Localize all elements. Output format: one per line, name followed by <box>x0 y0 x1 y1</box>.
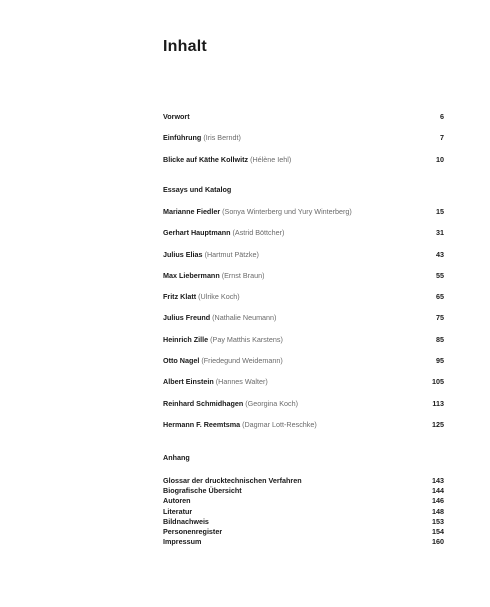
toc-entry <box>163 133 444 154</box>
toc-entry-page: 160 <box>432 537 444 547</box>
toc-entry <box>163 313 444 334</box>
page-title: Inhalt <box>163 38 207 55</box>
toc-entry <box>163 486 444 496</box>
toc-entry-title: Julius Freund <box>163 313 211 323</box>
toc-entry-author: (Ulrike Koch) <box>198 292 240 302</box>
toc-entry-title: Personenregister <box>163 526 223 536</box>
toc-entry <box>163 356 444 377</box>
toc-essays <box>163 207 444 441</box>
toc-entry-page: 85 <box>436 334 444 344</box>
toc-entry-title: Autoren <box>163 496 191 506</box>
toc-entry-page: 95 <box>436 356 444 366</box>
toc-entry-page: 154 <box>432 526 444 536</box>
toc-entry-author: (Hélène Iehl) <box>250 154 292 164</box>
toc-entry-page: 55 <box>436 270 444 280</box>
section-heading-essays: Essays und Katalog <box>163 185 232 194</box>
toc-entry-page: 146 <box>432 496 444 506</box>
toc-entry <box>163 112 444 133</box>
toc-entry-title: Heinrich Zille <box>163 334 209 344</box>
toc-entry <box>163 271 444 292</box>
toc-entry <box>163 476 444 486</box>
toc-entry <box>163 399 444 420</box>
toc-entry-title: Bildnachweis <box>163 516 209 526</box>
toc-entry-page: 153 <box>432 516 444 526</box>
toc-entry <box>163 377 444 398</box>
toc-entry <box>163 507 444 517</box>
toc-entry <box>163 420 444 441</box>
toc-entry-title: Fritz Klatt <box>163 292 197 302</box>
toc-entry <box>163 517 444 527</box>
toc-entry-page: 143 <box>432 476 444 485</box>
toc-entry-page: 15 <box>436 207 444 216</box>
toc-entry-title: Max Liebermann <box>163 270 220 280</box>
toc-entry <box>163 527 444 537</box>
toc-entry-author: (Hartmut Pätzke) <box>204 249 259 259</box>
toc-entry-page: 43 <box>436 249 444 259</box>
toc-entry <box>163 228 444 249</box>
toc-entry-title: Literatur <box>163 506 193 516</box>
toc-appendix <box>163 476 444 547</box>
toc-entry-title: Marianne Fiedler <box>163 207 221 216</box>
toc-entry-title: Blicke auf Käthe Kollwitz <box>163 154 249 164</box>
toc-entry-page: 7 <box>440 133 444 143</box>
section-heading-anhang: Anhang <box>163 453 190 462</box>
toc-entry-page: 10 <box>436 154 444 164</box>
toc-entry-page: 31 <box>436 228 444 238</box>
toc-entry-author: (Pay Matthis Karstens) <box>210 334 283 344</box>
toc-entry <box>163 207 444 228</box>
toc-entry-title: Vorwort <box>163 112 190 121</box>
toc-entry-page: 105 <box>432 377 444 387</box>
toc-entry-author: (Astrid Böttcher) <box>232 228 285 238</box>
toc-entry-author: (Ernst Braun) <box>221 270 265 280</box>
toc-entry-author: (Friedegund Weidemann) <box>201 356 283 366</box>
toc-entry-title: Impressum <box>163 537 202 547</box>
toc-entry <box>163 250 444 271</box>
toc-entry-page: 148 <box>432 506 444 516</box>
toc-entry <box>163 292 444 313</box>
toc-entry-author: (Nathalie Neumann) <box>212 313 277 323</box>
toc-entry-title: Gerhart Hauptmann <box>163 228 231 238</box>
toc-entry-page: 125 <box>432 419 444 429</box>
toc-entry-page: 113 <box>432 398 444 408</box>
toc-entry <box>163 335 444 356</box>
toc-entry <box>163 537 444 547</box>
toc-entry-title: Julius Elias <box>163 249 203 259</box>
toc-entry-title: Reinhard Schmidhagen <box>163 398 244 408</box>
toc-entry-author: (Iris Berndt) <box>203 133 241 143</box>
toc-entry-title: Glossar der drucktechnischen Verfahren <box>163 476 302 485</box>
toc-entry-page: 75 <box>436 313 444 323</box>
toc-entry-title: Albert Einstein <box>163 377 214 387</box>
toc-entry-page: 6 <box>440 112 444 121</box>
toc-entry-author: (Hannes Walter) <box>215 377 268 387</box>
toc-entry-page: 65 <box>436 292 444 302</box>
toc-entry-page: 144 <box>432 486 444 496</box>
toc-entry-title: Biografische Übersicht <box>163 486 242 496</box>
toc-entry-author: (Dagmar Lott-Reschke) <box>242 419 317 429</box>
toc-entry-title: Otto Nagel <box>163 356 200 366</box>
toc-entry-author: (Georgina Koch) <box>245 398 299 408</box>
toc-entry-title: Einführung <box>163 133 202 143</box>
toc-entry-author: (Sonya Winterberg und Yury Winterberg) <box>222 207 352 216</box>
toc-front-matter <box>163 112 444 176</box>
toc-entry-title: Hermann F. Reemtsma <box>163 419 241 429</box>
toc-entry <box>163 496 444 506</box>
toc-entry <box>163 155 444 176</box>
